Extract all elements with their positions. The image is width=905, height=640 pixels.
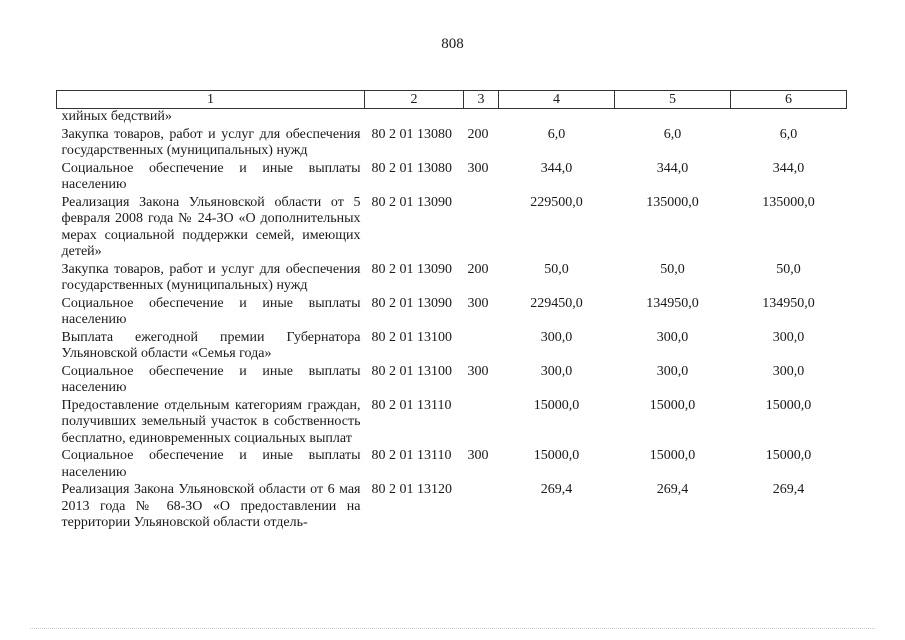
table-row: [57, 482, 847, 533]
cell-amount-2: 15000,0: [649, 448, 696, 463]
cell-expense-type: 300: [467, 448, 489, 463]
cell-amount-3: 344,0: [772, 160, 805, 176]
header-col-5: 5: [615, 91, 731, 109]
cell-code: 80 2 01 13110: [371, 448, 452, 463]
cell-expense-type: 300: [467, 160, 489, 176]
cell-amount-3: 6,0: [779, 126, 798, 142]
cell-amount-1: 229500,0: [530, 194, 583, 210]
cell-code: 80 2 01 13080: [371, 160, 452, 176]
cell-code: 80 2 01 13100: [371, 329, 452, 345]
cell-amount-2: [615, 109, 731, 127]
cell-amount-3: 300,0: [772, 363, 805, 379]
cell-amount-3: 15000,0: [765, 397, 812, 413]
cell-name: Закупка товаров, работ и услуг для обеспечения государственных (муниципальных) нужд: [61, 261, 361, 293]
cell-name: Предоставление отдельным категориям граждан, получивших земельный участок в собственность бесплатно, единовременных социальных выплат: [61, 397, 361, 446]
cell-expense-type: [464, 398, 499, 449]
cell-expense-type: [464, 482, 499, 533]
table-row: [57, 364, 847, 398]
cell-amount-2: 15000,0: [649, 397, 696, 413]
cell-amount-3: 300,0: [772, 329, 805, 345]
header-col-1: 1: [57, 91, 365, 109]
table-row: [57, 127, 847, 161]
table-row: [57, 195, 847, 262]
table-row: [57, 296, 847, 330]
cell-name: Реализация Закона Ульяновской области от 6 мая 2013 года № 68-ЗО «О предоставлении на территории Ульяновской области отдель-: [61, 482, 361, 530]
cell-amount-2: 269,4: [656, 482, 689, 497]
cell-name: Выплата ежегодной премии Губернатора Ульяновской области «Семья года»: [61, 329, 361, 361]
cell-amount-1: 229450,0: [530, 295, 583, 311]
cell-amount-2: 6,0: [663, 126, 682, 142]
cell-expense-type: [464, 109, 499, 127]
cell-code: 80 2 01 13100: [371, 363, 452, 379]
cell-expense-type: 300: [467, 295, 489, 311]
cell-code: 80 2 01 13090: [371, 194, 452, 210]
cell-expense-type: 200: [467, 126, 489, 142]
header-col-2: 2: [365, 91, 464, 109]
header-col-3: 3: [464, 91, 499, 109]
cell-amount-2: 300,0: [656, 329, 689, 345]
cell-amount-3: 269,4: [772, 482, 805, 497]
cell-amount-1: 300,0: [540, 329, 573, 345]
cell-amount-1: 50,0: [544, 261, 569, 277]
cell-amount-1: 344,0: [540, 160, 573, 176]
table-row: [57, 161, 847, 195]
cell-code: 80 2 01 13090: [371, 295, 452, 311]
table-row: [57, 448, 847, 482]
cell-amount-2: 344,0: [656, 160, 689, 176]
page-number: 808: [441, 36, 464, 52]
table-body: [57, 109, 847, 533]
header-col-6: 6: [731, 91, 847, 109]
cell-amount-1: [499, 109, 615, 127]
cell-expense-type: 300: [467, 363, 489, 379]
cell-code: 80 2 01 13080: [371, 126, 452, 142]
cell-amount-2: 135000,0: [646, 194, 699, 210]
table-row: [57, 262, 847, 296]
cell-code: [365, 109, 464, 127]
cell-name: Социальное обеспечение и иные выплаты населению: [61, 363, 361, 395]
cell-name: Социальное обеспечение и иные выплаты населению: [61, 160, 361, 192]
scan-artifact-line: [30, 628, 875, 629]
cell-amount-1: 15000,0: [533, 397, 580, 413]
cell-amount-2: 50,0: [660, 261, 685, 277]
header-col-4: 4: [499, 91, 615, 109]
cell-amount-3: 50,0: [776, 261, 801, 277]
cell-amount-3: 135000,0: [762, 194, 815, 210]
cell-name: Социальное обеспечение и иные выплаты населению: [61, 295, 361, 327]
cell-name: Закупка товаров, работ и услуг для обеспечения государственных (муниципальных) нужд: [61, 126, 361, 158]
cell-amount-3: 134950,0: [762, 295, 815, 311]
cell-name: Реализация Закона Ульяновской области от 5 февраля 2008 года № 24-ЗО «О дополнительных мерах социальной поддержки семей, имеющих детей»: [61, 194, 361, 259]
cell-amount-2: 300,0: [656, 363, 689, 379]
table-row: [57, 109, 847, 127]
cell-amount-2: 134950,0: [646, 295, 699, 311]
cell-amount-3: 15000,0: [765, 448, 812, 463]
budget-table: [56, 90, 847, 533]
cell-code: 80 2 01 13090: [371, 261, 452, 277]
header-row: [57, 91, 847, 109]
table-header: [57, 91, 847, 109]
cell-amount-1: 300,0: [540, 363, 573, 379]
table-row: [57, 330, 847, 364]
cell-code: 80 2 01 13120: [371, 482, 452, 497]
cell-expense-type: 200: [467, 261, 489, 277]
cell-code: 80 2 01 13110: [371, 397, 452, 413]
cell-amount-1: 15000,0: [533, 448, 580, 463]
cell-amount-1: 6,0: [547, 126, 566, 142]
cell-name: хийных бедствий»: [61, 109, 172, 124]
cell-name: Социальное обеспечение и иные выплаты населению: [61, 448, 361, 480]
cell-expense-type: [464, 330, 499, 364]
cell-expense-type: [464, 195, 499, 262]
cell-amount-3: [731, 109, 847, 127]
cell-amount-1: 269,4: [540, 482, 573, 497]
table-row: [57, 398, 847, 449]
